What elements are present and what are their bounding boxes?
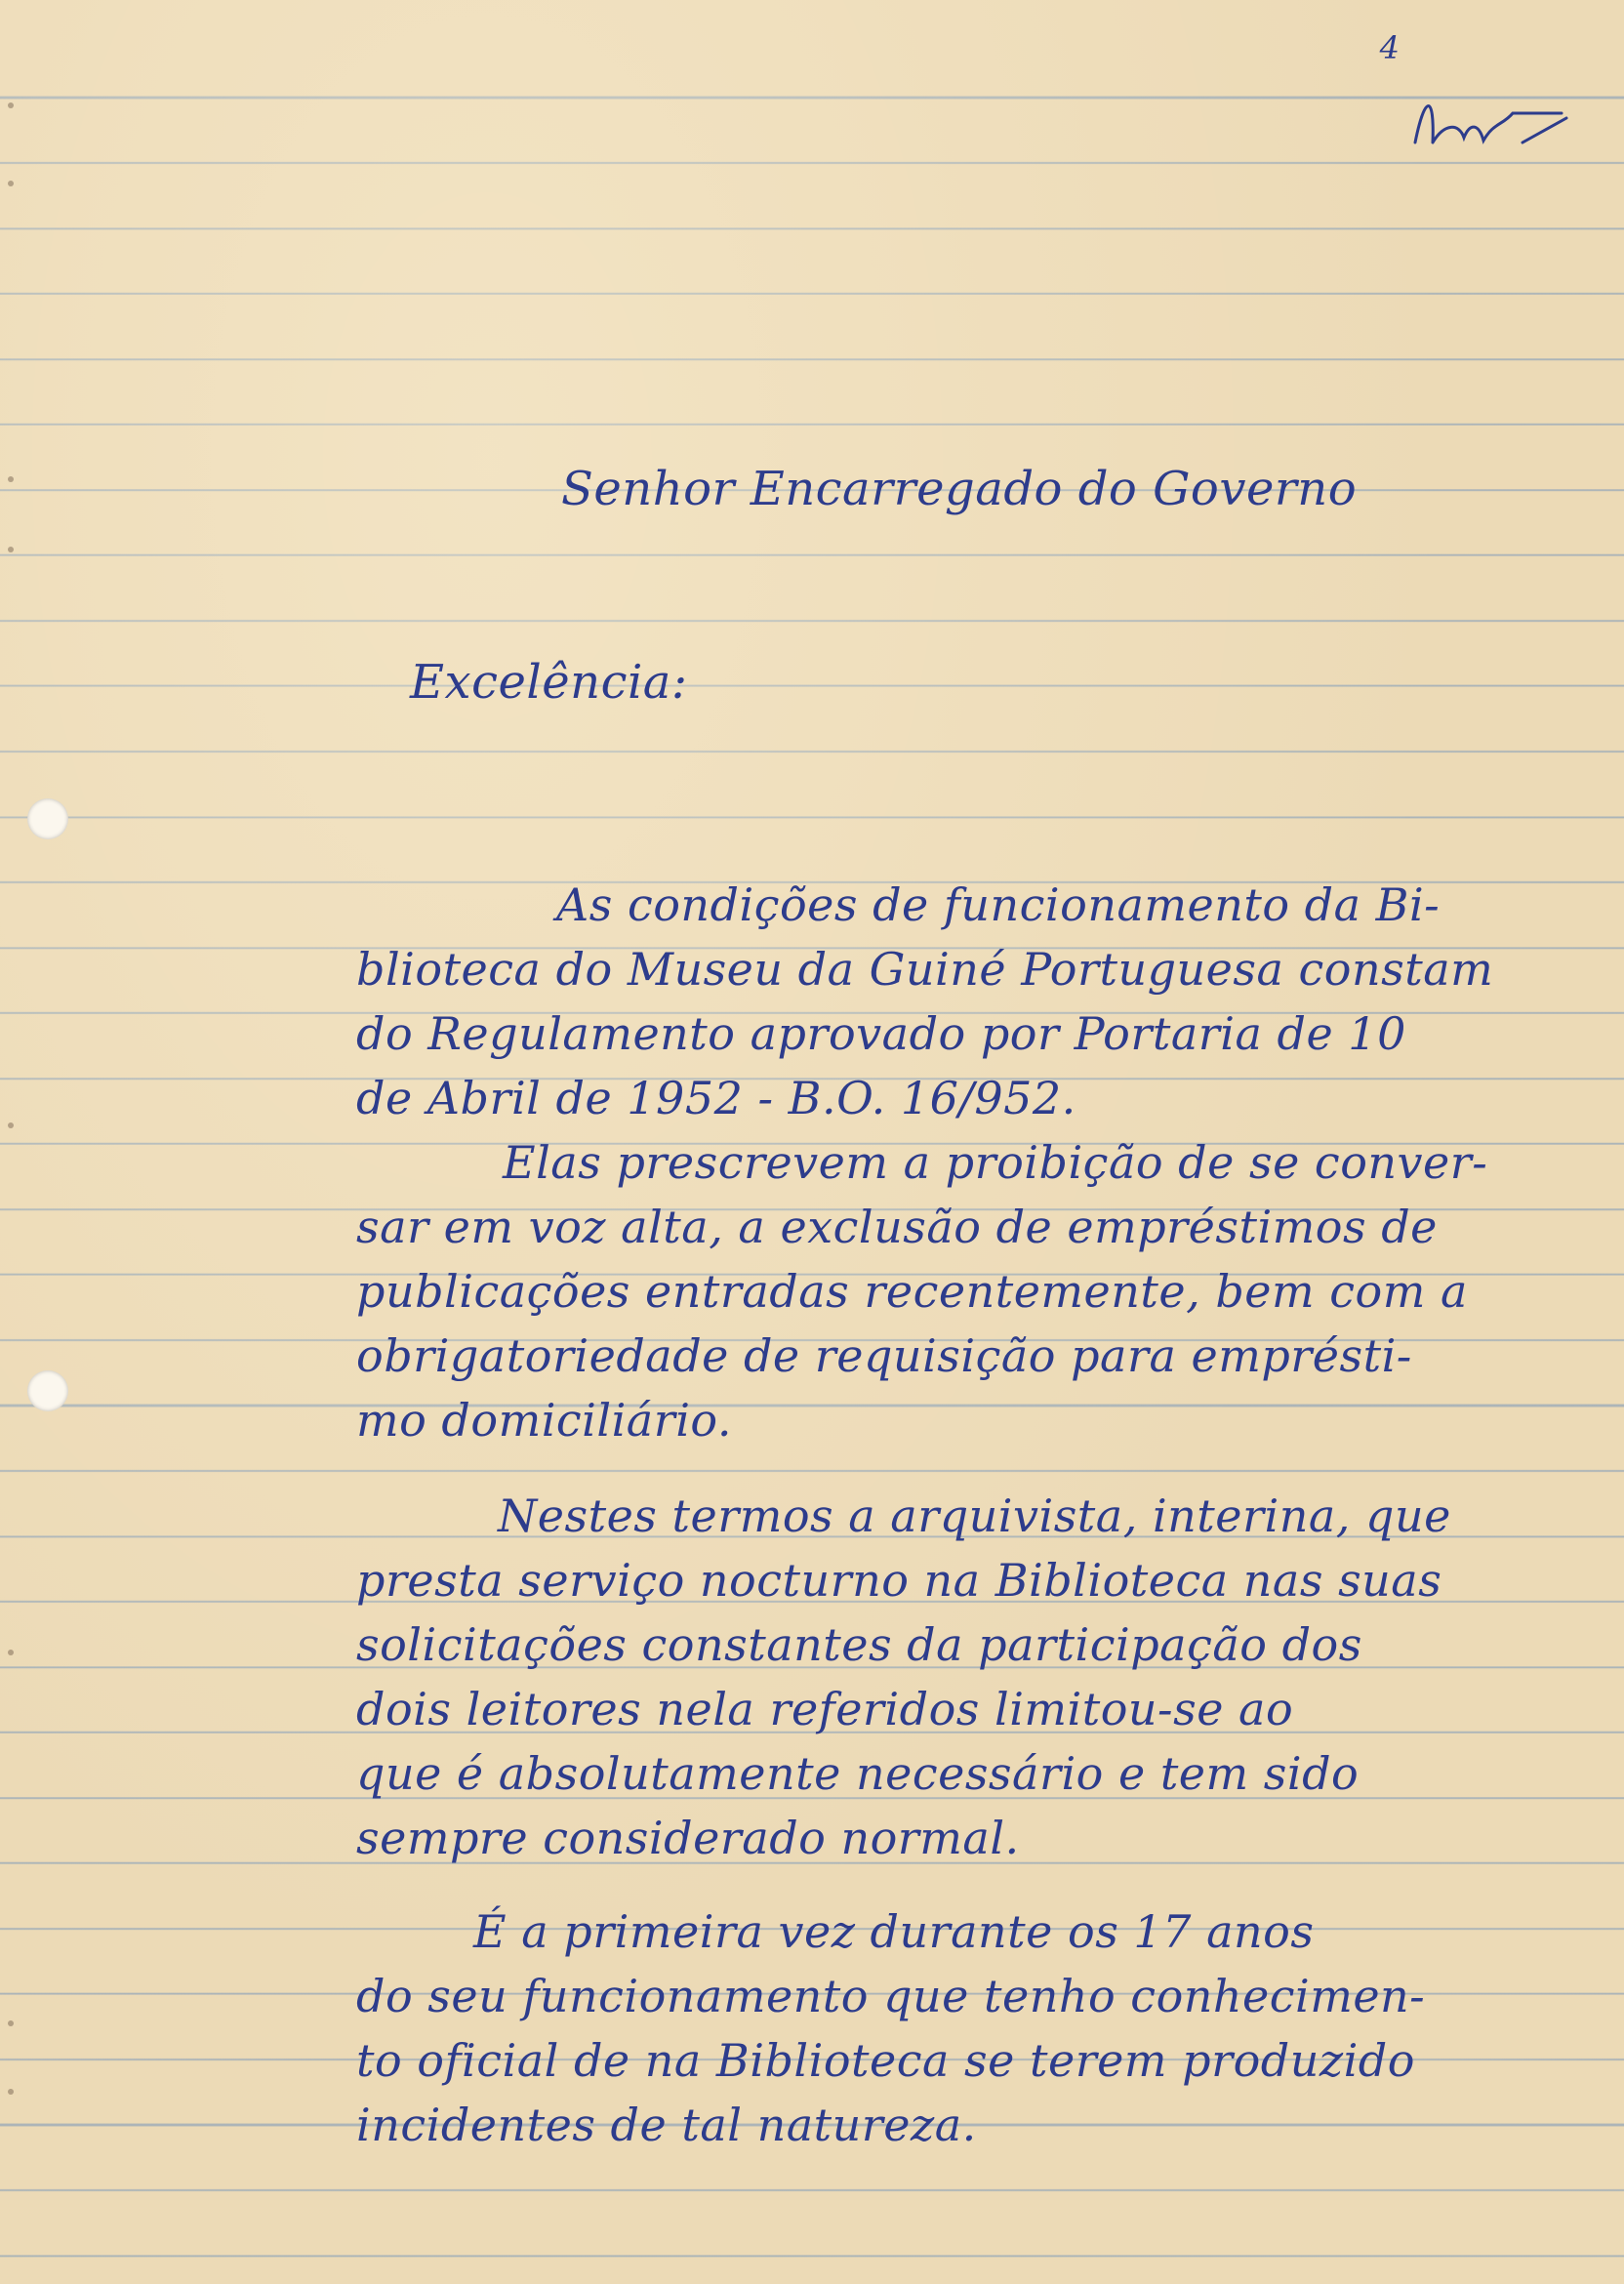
- body-line: Nestes termos a arquivista, interina, que: [498, 1489, 1451, 1542]
- body-line: do seu funcionamento que tenho conhecimen-: [356, 1970, 1426, 2022]
- body-line: dois leitores nela referidos limitou-se ao: [356, 1683, 1294, 1735]
- body-line: incidentes de tal natureza.: [356, 2099, 977, 2151]
- body-line: solicitações constantes da participação dos: [356, 1618, 1362, 1671]
- page-number: 4: [1379, 29, 1400, 66]
- margin-mark: [8, 102, 14, 108]
- greeting: Excelência:: [410, 655, 688, 710]
- body-line: obrigatoriedade de requisição para emprésti-: [356, 1329, 1412, 1382]
- margin-mark: [8, 2020, 14, 2026]
- margin-mark: [8, 1650, 14, 1655]
- body-line: É a primeira vez durante os 17 anos: [473, 1905, 1315, 1958]
- body-line: to oficial de na Biblioteca se terem produzido: [356, 2034, 1415, 2087]
- margin-mark: [8, 181, 14, 186]
- body-line: As condições de funcionamento da Bi-: [556, 878, 1441, 931]
- body-line: Elas prescrevem a proibição de se conver-: [503, 1136, 1488, 1189]
- margin-mark: [8, 1122, 14, 1128]
- margin-mark: [8, 476, 14, 482]
- margin-mark: [8, 547, 14, 552]
- body-line: que é absolutamente necessário e tem sido: [356, 1747, 1360, 1800]
- body-line: mo domiciliário.: [356, 1394, 732, 1447]
- salutation: Senhor Encarregado do Governo: [561, 462, 1358, 516]
- body-line: sempre considerado normal.: [356, 1812, 1020, 1864]
- body-line: do Regulamento aprovado por Portaria de 10: [356, 1007, 1406, 1060]
- margin-mark: [8, 2089, 14, 2095]
- body-line: de Abril de 1952 - B.O. 16/952.: [356, 1072, 1076, 1124]
- punch-hole: [27, 1370, 68, 1411]
- body-line: sar em voz alta, a exclusão de empréstimos de: [356, 1201, 1438, 1253]
- punch-hole: [27, 798, 68, 839]
- body-line: blioteca do Museu da Guiné Portuguesa constam: [356, 943, 1494, 996]
- body-line: publicações entradas recentemente, bem com a: [356, 1265, 1468, 1318]
- initials-signature: [1405, 84, 1571, 162]
- body-line: presta serviço nocturno na Biblioteca nas suas: [356, 1554, 1442, 1607]
